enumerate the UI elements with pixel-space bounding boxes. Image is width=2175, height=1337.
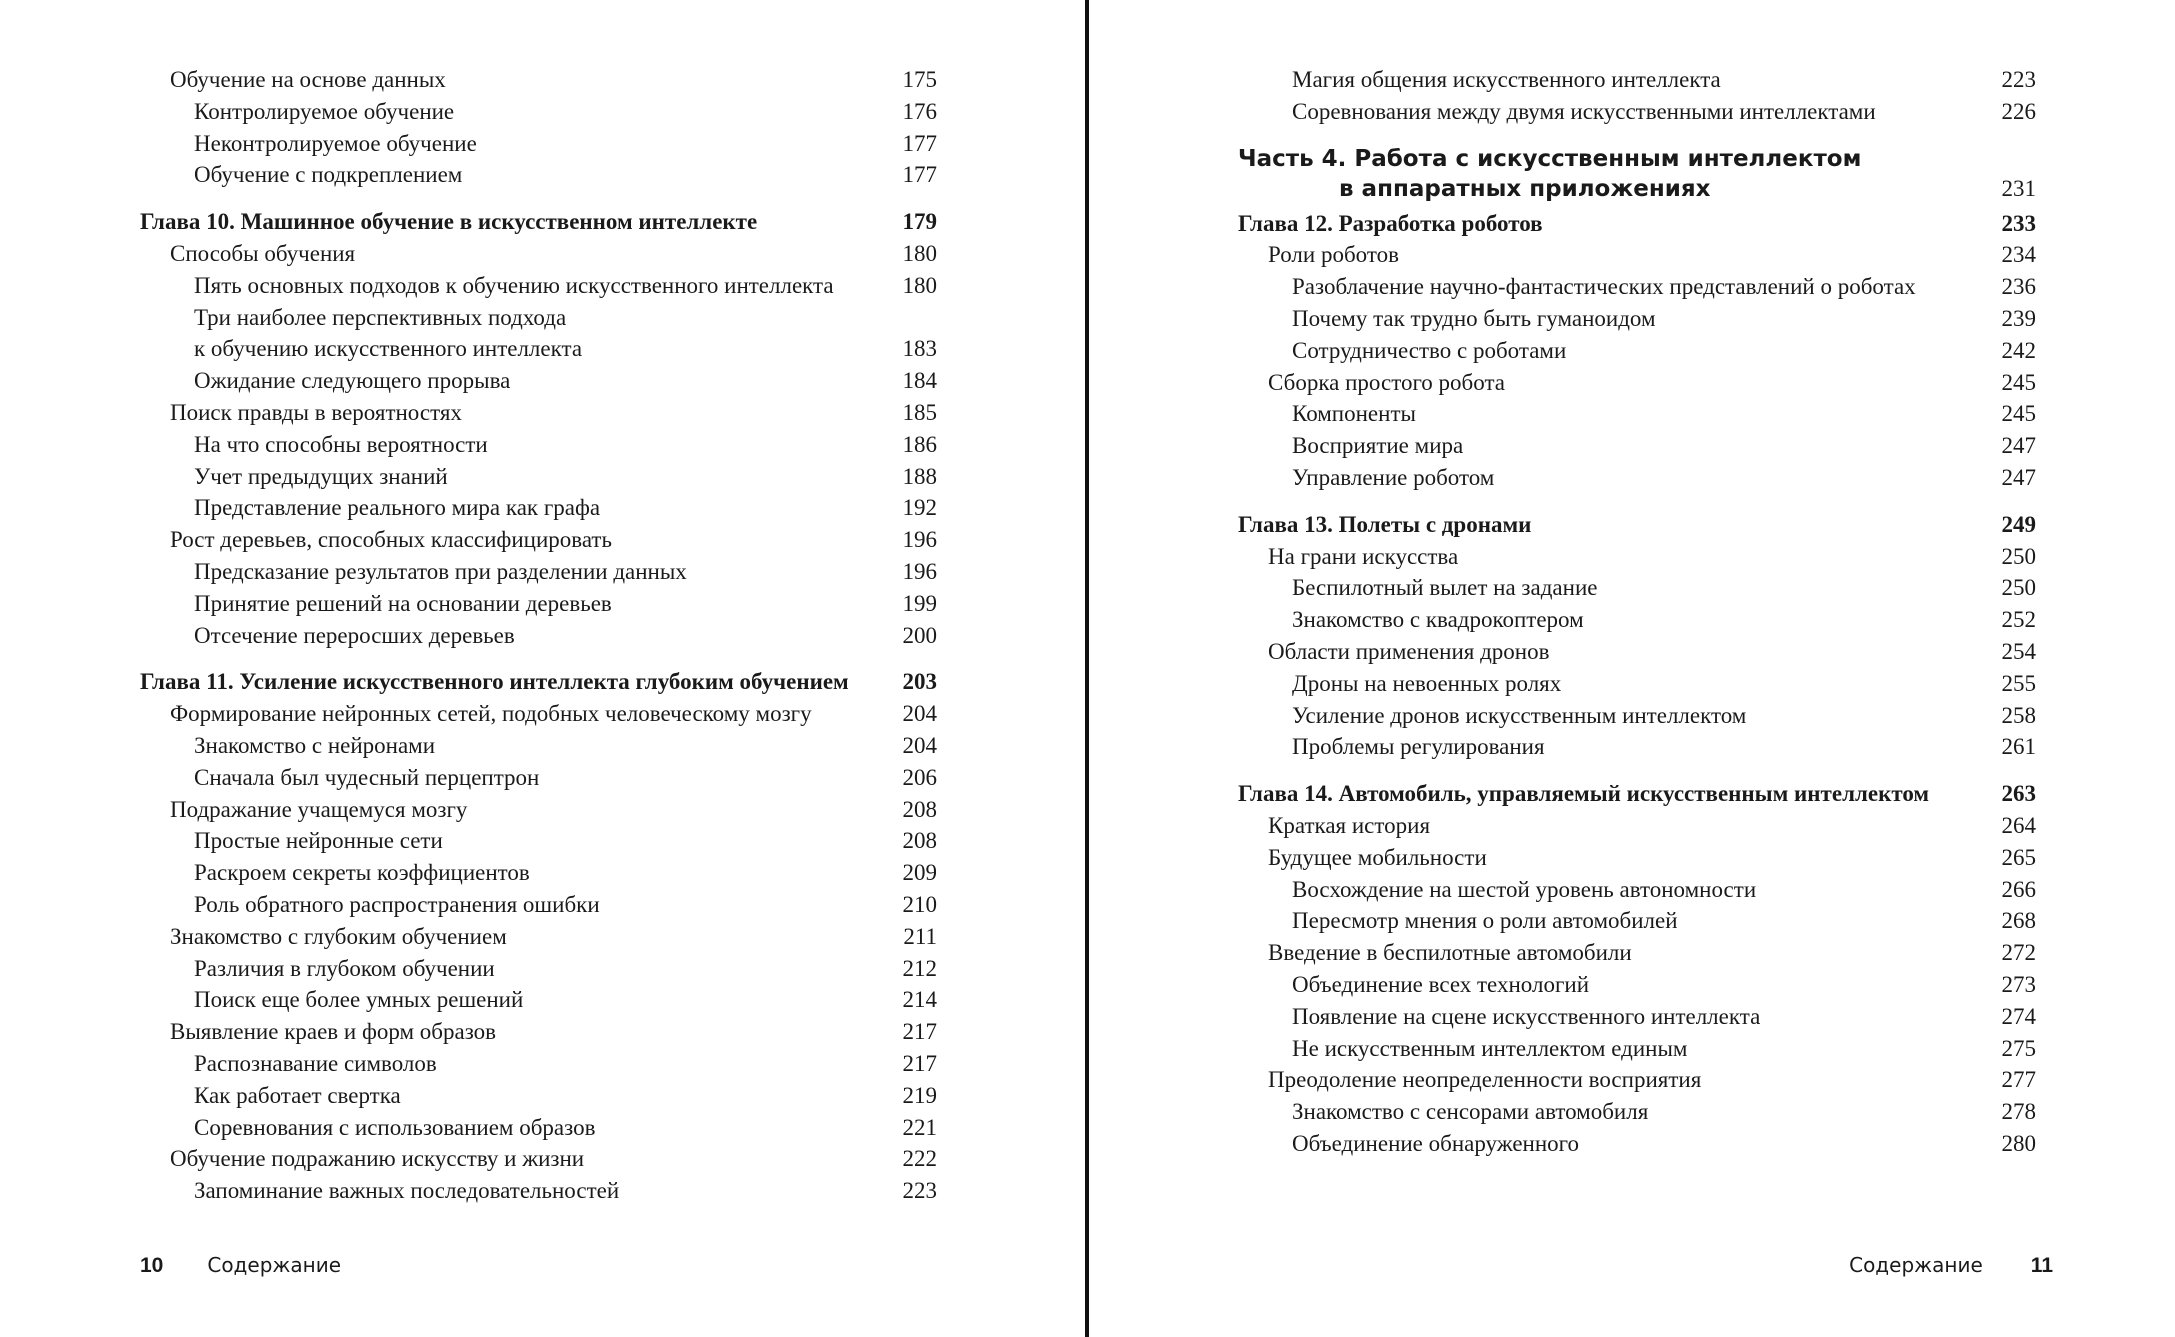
toc-subsection-entry: [1238, 668, 2036, 700]
entry-title: Объединение всех технологий: [1292, 971, 1590, 997]
toc-section-entry: [140, 921, 937, 953]
entry-page-number: 204: [902, 701, 937, 727]
entry-page-number: 185: [902, 399, 937, 425]
toc-subsection-entry: [140, 1048, 937, 1080]
toc-part-entry: [1238, 144, 2036, 204]
entry-title: Поиск еще более умных решений: [194, 987, 524, 1013]
entry-page-number: 250: [2001, 575, 2036, 601]
entry-page-number: 208: [902, 796, 937, 822]
entry-page-number: 233: [2001, 210, 2036, 236]
entry-page-number: 264: [2001, 812, 2036, 838]
entry-title: Не искусственным интеллектом единым: [1292, 1035, 1688, 1061]
entry-title: Преодоление неопределенности восприятия: [1268, 1067, 1702, 1093]
toc-subsection-entry: [1238, 462, 2036, 494]
entry-title: Почему так трудно быть гуманоидом: [1292, 305, 1656, 331]
entry-title: Роль обратного распространения ошибки: [194, 891, 600, 917]
entry-title: Ожидание следующего прорыва: [194, 368, 511, 394]
entry-page-number: 188: [902, 463, 937, 489]
toc-subsection-entry: [1238, 271, 2036, 303]
entry-title: Формирование нейронных сетей, подобных человеческому мозгу: [170, 701, 812, 727]
entry-page-number: 278: [2001, 1099, 2036, 1125]
entry-title: Управление роботом: [1292, 464, 1495, 490]
entry-title: Рост деревьев, способных классифицировать: [170, 527, 612, 553]
toc-section-entry: [140, 1016, 937, 1048]
entry-title: Знакомство с квадрокоптером: [1292, 607, 1584, 633]
part-title-line1: Часть 4. Работа с искусственным интеллектом: [1238, 145, 1862, 172]
entry-page-number: 199: [902, 590, 937, 616]
toc-subsection-entry: [1238, 700, 2036, 732]
toc-chapter-entry: [1238, 509, 2036, 541]
entry-page-number: 214: [902, 987, 937, 1013]
chapter-title: Глава 10. Машинное обучение в искусственном интеллекте: [140, 209, 758, 235]
toc-subsection-entry: [140, 857, 937, 889]
chapter-title: Глава 11. Усиление искусственного интеллекта глубоким обучением: [140, 669, 849, 695]
toc-subsection-entry: [1238, 398, 2036, 430]
entry-page-number: 263: [2001, 781, 2036, 807]
entry-page-number: 203: [902, 669, 937, 695]
toc-subsection-entry: [1238, 303, 2036, 335]
entry-page-number: 206: [902, 764, 937, 790]
entry-page-number: 175: [902, 67, 937, 92]
entry-page-number: 221: [902, 1114, 937, 1140]
entry-page-number: 180: [902, 240, 937, 266]
entry-title-line2: к обучению искусственного интеллекта: [194, 336, 583, 362]
toc-subsection-entry: [1238, 1096, 2036, 1128]
entry-page-number: 272: [2001, 940, 2036, 966]
entry-page-number: 249: [2001, 511, 2036, 537]
toc-subsection-entry: [1238, 1001, 2036, 1033]
entry-page-number: 177: [902, 162, 937, 188]
entry-title: Запоминание важных последовательностей: [194, 1178, 620, 1204]
entry-page-number: 239: [2001, 305, 2036, 331]
entry-title: Обучение на основе данных: [170, 67, 446, 92]
entry-title: Магия общения искусственного интеллекта: [1292, 67, 1721, 92]
toc-subsection-entry: [140, 96, 937, 128]
toc-subsection-entry: [140, 159, 937, 191]
entry-page-number: 196: [902, 527, 937, 553]
entry-page-number: 223: [902, 1178, 937, 1204]
toc-section-entry: [140, 1143, 937, 1175]
page-footer: [1849, 1252, 2053, 1279]
toc-section-entry: [1238, 239, 2036, 271]
toc-subsection-entry: [1238, 1033, 2036, 1065]
book-spine-divider: [1085, 0, 1089, 1337]
entry-page-number: 219: [902, 1082, 937, 1108]
entry-title: Отсечение переросших деревьев: [194, 622, 515, 648]
entry-title: Сотрудничество с роботами: [1292, 337, 1567, 363]
toc-subsection-entry: [1238, 874, 2036, 906]
toc-section-entry: [1238, 541, 2036, 573]
entry-title: Простые нейронные сети: [194, 828, 443, 854]
entry-page-number: 245: [2001, 401, 2036, 427]
entry-title: Различия в глубоком обучении: [194, 955, 495, 981]
entry-page-number: 280: [2001, 1130, 2036, 1156]
entry-page-number: 274: [2001, 1003, 2036, 1029]
toc-subsection-entry: [140, 429, 937, 461]
entry-page-number: 177: [902, 130, 937, 156]
entry-page-number: 234: [2001, 242, 2036, 268]
toc-subsection-entry: [140, 825, 937, 857]
entry-page-number: 258: [2001, 702, 2036, 728]
entry-title: Разоблачение научно-фантастических представлений о роботах: [1292, 274, 1916, 300]
table-of-contents: [1238, 64, 2036, 1160]
toc-subsection-entry: [1238, 64, 2036, 96]
entry-title: Сначала был чудесный перцептрон: [194, 764, 540, 790]
entry-title: Сборка простого робота: [1268, 369, 1505, 395]
toc-subsection-entry: [140, 128, 937, 160]
entry-title: Восприятие мира: [1292, 433, 1464, 459]
entry-page-number: 223: [2001, 67, 2036, 92]
entry-title: Усиление дронов искусственным интеллектом: [1292, 702, 1747, 728]
entry-title: Краткая история: [1268, 812, 1431, 838]
toc-subsection-entry: [140, 556, 937, 588]
entry-title: Введение в беспилотные автомобили: [1268, 940, 1632, 966]
toc-subsection-entry: [140, 953, 937, 985]
chapter-title: Глава 13. Полеты с дронами: [1238, 511, 1532, 537]
toc-section-entry: [1238, 1064, 2036, 1096]
toc-subsection-entry: [1238, 731, 2036, 763]
toc-section-entry: [1238, 810, 2036, 842]
entry-page-number: 184: [902, 368, 937, 394]
toc-section-entry: [140, 238, 937, 270]
entry-title: Контролируемое обучение: [194, 98, 455, 124]
entry-page-number: 247: [2001, 433, 2036, 459]
entry-page-number: 217: [902, 1019, 937, 1045]
toc-subsection-entry: [1238, 430, 2036, 462]
toc-subsection-entry: [140, 1112, 937, 1144]
entry-title: На грани искусства: [1268, 543, 1459, 569]
page-number: 11: [2030, 1254, 2053, 1277]
entry-page-number: 183: [902, 336, 937, 362]
entry-title: Роли роботов: [1268, 242, 1399, 268]
entry-title: Проблемы регулирования: [1292, 734, 1545, 760]
chapter-title: Глава 12. Разработка роботов: [1238, 210, 1543, 236]
entry-page-number: 273: [2001, 971, 2036, 997]
toc-subsection-entry: [1238, 604, 2036, 636]
entry-title: Как работает свертка: [194, 1082, 401, 1108]
entry-title: Будущее мобильности: [1268, 844, 1487, 870]
toc-section-entry: [1238, 842, 2036, 874]
toc-subsection-entry: [1238, 905, 2036, 937]
entry-page-number: 268: [2001, 908, 2036, 934]
entry-page-number: 204: [902, 732, 937, 758]
page-number: 10: [140, 1254, 164, 1277]
toc-subsection-entry: [140, 762, 937, 794]
entry-page-number: 211: [903, 923, 937, 949]
toc-section-entry: [1238, 636, 2036, 668]
entry-page-number: 209: [902, 860, 937, 886]
entry-title: Области применения дронов: [1268, 638, 1550, 664]
toc-section-entry: [140, 64, 937, 96]
entry-title: Соревнования между двумя искусственными интеллектами: [1292, 98, 1876, 124]
entry-page-number: 266: [2001, 876, 2036, 902]
entry-title: На что способны вероятности: [194, 431, 488, 457]
toc-section-entry: [1238, 367, 2036, 399]
toc-section-entry: [140, 397, 937, 429]
entry-title: Неконтролируемое обучение: [194, 130, 477, 156]
entry-title: Соревнования с использованием образов: [194, 1114, 596, 1140]
toc-chapter-entry: [1238, 778, 2036, 810]
entry-page-number: 217: [902, 1050, 937, 1076]
toc-subsection-entry: [140, 984, 937, 1016]
entry-page-number: 275: [2001, 1035, 2036, 1061]
toc-subsection-entry: [140, 1080, 937, 1112]
toc-subsection-entry: [140, 492, 937, 524]
toc-section-entry: [140, 698, 937, 730]
part-title-line2: в аппаратных приложениях: [1339, 175, 1711, 202]
toc-subsection-entry: [140, 302, 937, 366]
entry-page-number: 231: [2001, 175, 2036, 201]
toc-subsection-entry: [140, 461, 937, 493]
entry-page-number: 255: [2001, 670, 2036, 696]
entry-page-number: 212: [902, 955, 937, 981]
entry-page-number: 208: [902, 828, 937, 854]
toc-chapter-entry: [140, 666, 937, 698]
entry-page-number: 261: [2001, 734, 2036, 760]
entry-title: Предсказание результатов при разделении данных: [194, 558, 687, 584]
toc-subsection-entry: [140, 365, 937, 397]
entry-title: Способы обучения: [170, 240, 356, 266]
toc-section-entry: [140, 524, 937, 556]
table-of-contents: [140, 64, 937, 1207]
entry-page-number: 254: [2001, 638, 2036, 664]
entry-page-number: 245: [2001, 369, 2036, 395]
entry-title: Дроны на невоенных ролях: [1292, 670, 1562, 696]
chapter-title: Глава 14. Автомобиль, управляемый искусственным интеллектом: [1238, 781, 1930, 807]
toc-subsection-entry: [140, 730, 937, 762]
left-page: [0, 0, 1085, 1337]
entry-title: Пересмотр мнения о роли автомобилей: [1292, 908, 1678, 934]
entry-page-number: 196: [902, 558, 937, 584]
entry-title: Представление реального мира как графа: [194, 495, 601, 521]
page-footer: [140, 1252, 341, 1279]
toc-subsection-entry: [1238, 335, 2036, 367]
entry-title: Распознавание символов: [194, 1050, 437, 1076]
entry-title: Подражание учащемуся мозгу: [170, 796, 468, 822]
running-footer-title: Содержание: [1849, 1253, 1983, 1277]
toc-section-entry: [1238, 937, 2036, 969]
entry-title: Восхождение на шестой уровень автономности: [1292, 876, 1757, 902]
entry-page-number: 200: [902, 622, 937, 648]
toc-subsection-entry: [140, 620, 937, 652]
toc-chapter-entry: [140, 206, 937, 238]
entry-page-number: 250: [2001, 543, 2036, 569]
entry-title: Знакомство с глубоким обучением: [170, 923, 507, 949]
entry-title: Выявление краев и форм образов: [170, 1019, 497, 1045]
running-footer-title: Содержание: [207, 1253, 342, 1277]
entry-title: Объединение обнаруженного: [1292, 1130, 1580, 1156]
toc-subsection-entry: [140, 889, 937, 921]
entry-page-number: 226: [2001, 98, 2036, 124]
toc-section-entry: [140, 794, 937, 826]
entry-title: Принятие решений на основании деревьев: [194, 590, 612, 616]
entry-title: Знакомство с сенсорами автомобиля: [1292, 1099, 1649, 1125]
toc-subsection-entry: [1238, 969, 2036, 1001]
toc-chapter-entry: [1238, 208, 2036, 240]
entry-title: Поиск правды в вероятностях: [170, 399, 462, 425]
entry-page-number: 176: [902, 98, 937, 124]
entry-title: Пять основных подходов к обучению искусственного интеллекта: [194, 272, 834, 298]
entry-page-number: 265: [2001, 844, 2036, 870]
entry-title: Обучение с подкреплением: [194, 162, 463, 188]
entry-title: Знакомство с нейронами: [194, 732, 436, 758]
entry-page-number: 210: [902, 891, 937, 917]
entry-title: Обучение подражанию искусству и жизни: [170, 1146, 585, 1172]
toc-subsection-entry: [1238, 96, 2036, 128]
entry-title-line1: Три наиболее перспективных подхода: [194, 304, 567, 330]
entry-page-number: 222: [902, 1146, 937, 1172]
entry-page-number: 180: [902, 272, 937, 298]
toc-subsection-entry: [140, 270, 937, 302]
entry-page-number: 242: [2001, 337, 2036, 363]
toc-subsection-entry: [140, 1175, 937, 1207]
right-page: [1091, 0, 2175, 1337]
entry-page-number: 192: [902, 495, 937, 521]
entry-page-number: 277: [2001, 1067, 2036, 1093]
entry-page-number: 252: [2001, 607, 2036, 633]
toc-subsection-entry: [1238, 572, 2036, 604]
entry-page-number: 186: [902, 431, 937, 457]
toc-subsection-entry: [1238, 1128, 2036, 1160]
entry-page-number: 179: [902, 209, 937, 235]
entry-title: Учет предыдущих знаний: [194, 463, 448, 489]
entry-page-number: 236: [2001, 274, 2036, 300]
entry-title: Раскроем секреты коэффициентов: [194, 860, 530, 886]
entry-title: Компоненты: [1292, 401, 1416, 427]
toc-subsection-entry: [140, 588, 937, 620]
entry-page-number: 247: [2001, 464, 2036, 490]
entry-title: Появление на сцене искусственного интеллекта: [1292, 1003, 1761, 1029]
entry-title: Беспилотный вылет на задание: [1292, 575, 1598, 601]
